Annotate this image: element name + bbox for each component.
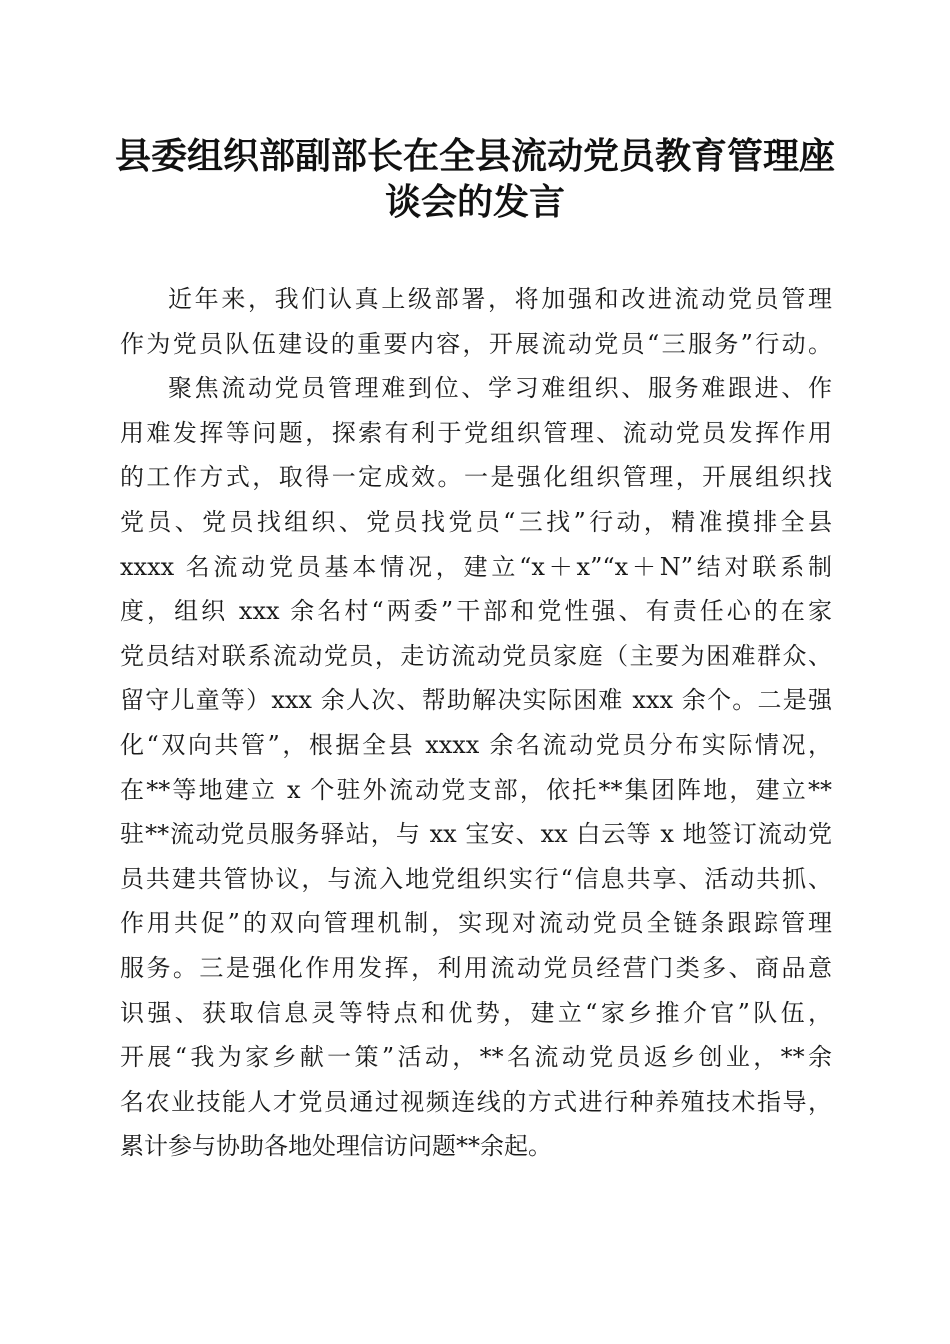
text-line: 作为党员队伍建设的重要内容，开展流动党员“三服务”行动。 [120, 329, 832, 358]
text-line: xxxx 名流动党员基本情况，建立“x＋x”“x＋N”结对联系制 [120, 552, 832, 581]
text-line: 员共建共管协议，与流入地党组织实行“信息共享、活动共抓、 [120, 864, 832, 893]
text-line: 名农业技能人才党员通过视频连线的方式进行种养殖技术指导， [120, 1087, 832, 1116]
text-line: 识强、获取信息灵等特点和优势，建立“家乡推介官”队伍， [120, 998, 832, 1027]
document-body [120, 277, 832, 1169]
title-line-1: 县委组织部副部长在全县流动党员教育管理座 [114, 135, 835, 177]
text-line: 化“双向共管”，根据全县 xxxx 余名流动党员分布实际情况， [120, 730, 832, 759]
text-line: 的工作方式，取得一定成效。一是强化组织管理，开展组织找 [120, 463, 832, 492]
text-line: 在**等地建立 x 个驻外流动党支部，依托**集团阵地，建立** [120, 775, 832, 804]
text-line: 用难发挥等问题，探索有利于党组织管理、流动党员发挥作用 [120, 418, 832, 447]
text-line: 党员结对联系流动党员，走访流动党员家庭（主要为困难群众、 [120, 641, 832, 670]
text-line: 服务。三是强化作用发挥，利用流动党员经营门类多、商品意 [120, 953, 832, 982]
text-line: 作用共促”的双向管理机制，实现对流动党员全链条跟踪管理 [120, 909, 832, 938]
text-line: 驻**流动党员服务驿站，与 xx 宝安、xx 白云等 x 地签订流动党 [120, 820, 832, 849]
text-line: 留守儿童等）xxx 余人次、帮助解决实际困难 xxx 余个。二是强 [120, 686, 832, 715]
text-line: 党员、党员找组织、党员找党员“三找”行动，精准摸排全县 [120, 507, 832, 536]
title-line-2: 谈会的发言 [384, 181, 565, 223]
text-line: 度，组织 xxx 余名村“两委”干部和党性强、有责任心的在家 [120, 597, 832, 626]
text-line: 累计参与协助各地处理信访问题**余起。 [120, 1132, 552, 1161]
document-title [100, 133, 850, 225]
paragraph-1 [120, 277, 832, 366]
paragraph-2 [120, 366, 832, 1169]
text-line: 开展“我为家乡献一策”活动，**名流动党员返乡创业，**余 [120, 1043, 832, 1072]
text-line: 聚焦流动党员管理难到位、学习难组织、服务难跟进、作 [168, 374, 832, 403]
text-line: 近年来，我们认真上级部署，将加强和改进流动党员管理 [168, 285, 832, 313]
